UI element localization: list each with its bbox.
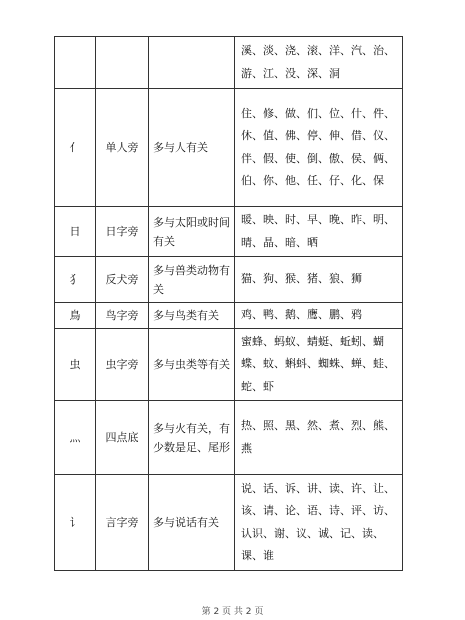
table-row — [55, 37, 403, 89]
characters-cell: 暖、映、时、早、晚、昨、明、晴、晶、暗、晒 — [235, 207, 403, 257]
radical-name-cell: 言字旁 — [96, 475, 149, 571]
radical-name-cell: 日字旁 — [96, 207, 149, 257]
radical-cell: 讠 — [55, 475, 96, 571]
radical-name-cell: 鸟字旁 — [96, 303, 149, 329]
radical-cell: 日 — [55, 207, 96, 257]
table-row — [55, 401, 403, 475]
radical-cell: 灬 — [55, 401, 96, 475]
table-row — [55, 303, 403, 329]
table-row — [55, 257, 403, 303]
radical-cell: 虫 — [55, 329, 96, 401]
table-row — [55, 329, 403, 401]
meaning-cell: 多与虫类等有关 — [149, 329, 235, 401]
table-row — [55, 89, 403, 207]
meaning-cell: 多与太阳或时间有关 — [149, 207, 235, 257]
characters-cell: 热、照、黑、然、煮、烈、熊、燕 — [235, 401, 403, 475]
meaning-cell: 多与人有关 — [149, 89, 235, 207]
characters-cell: 鸡、鸭、鹅、鹰、鹏、鸦 — [235, 303, 403, 329]
meaning-cell: 多与兽类动物有关 — [149, 257, 235, 303]
characters-cell: 蜜蜂、蚂蚁、蜻蜓、蚯蚓、蝴蝶、蚊、蝌蚪、蜘蛛、蝉、蛙、蛇、虾 — [235, 329, 403, 401]
table-row — [55, 475, 403, 571]
radical-name-cell: 虫字旁 — [96, 329, 149, 401]
characters-cell: 猫、狗、猴、猪、狼、狮 — [235, 257, 403, 303]
radical-name-cell — [96, 37, 149, 89]
meaning-cell — [149, 37, 235, 89]
characters-cell: 住、修、做、们、位、什、件、休、值、佛、停、伸、借、仪、伴、假、使、倒、傲、侯、俩、伯、你、他、任、仔、化、保 — [235, 89, 403, 207]
radical-name-cell: 反犬旁 — [96, 257, 149, 303]
radical-name-cell: 单人旁 — [96, 89, 149, 207]
radical-cell — [55, 37, 96, 89]
radical-name-cell: 四点底 — [96, 401, 149, 475]
radical-cell: 亻 — [55, 89, 96, 207]
meaning-cell: 多与火有关，有少数是足、尾形 — [149, 401, 235, 475]
meaning-cell: 多与鸟类有关 — [149, 303, 235, 329]
radical-cell: 犭 — [55, 257, 96, 303]
page-footer: 第 2 页 共 2 页 — [201, 607, 264, 617]
meaning-cell: 多与说话有关 — [149, 475, 235, 571]
radical-cell: 鳥 — [55, 303, 96, 329]
table-row — [55, 207, 403, 257]
characters-cell: 说、话、诉、讲、读、许、让、该、请、论、语、诗、评、访、认识、谢、议、诚、记、读、课、谁 — [235, 475, 403, 571]
characters-cell: 溪、淡、浇、滚、洋、汽、治、游、江、没、深、洞 — [235, 37, 403, 89]
radical-table — [54, 36, 403, 571]
